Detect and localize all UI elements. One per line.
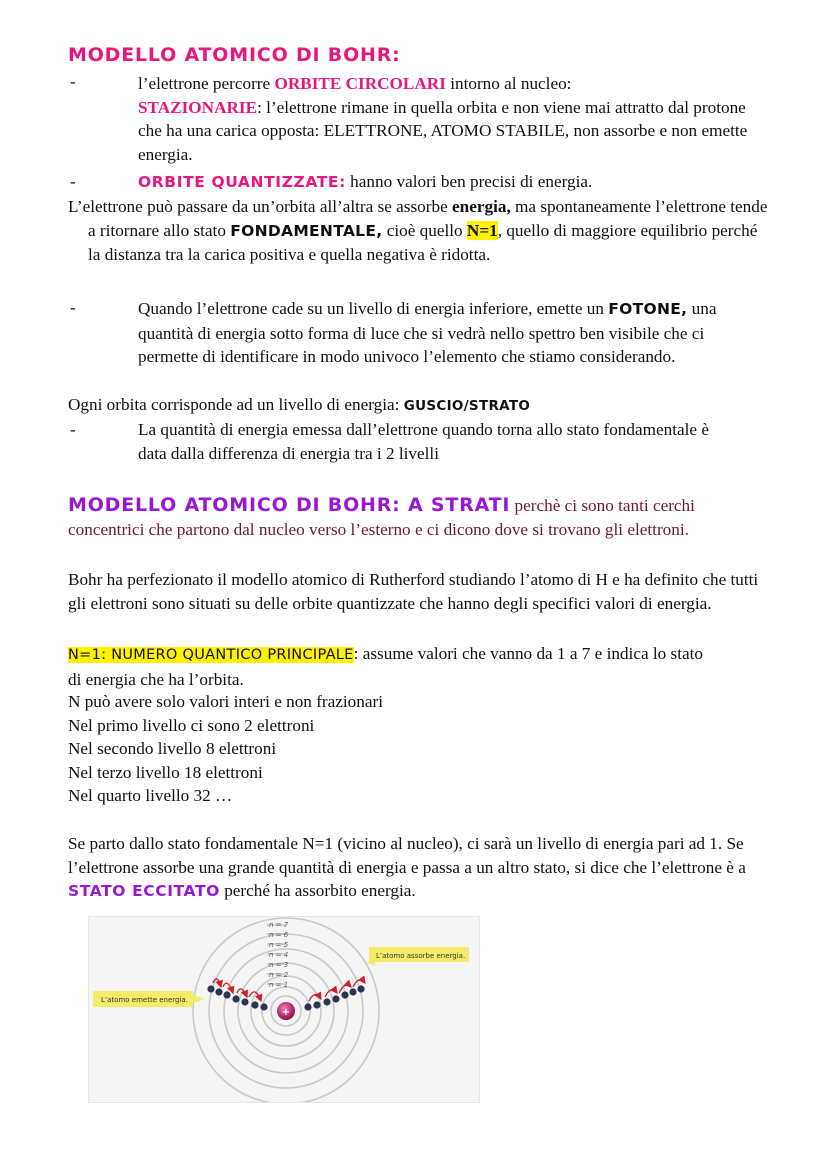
text: perchè ci sono tanti cerchi concentrici che partono dal nucleo verso l’esterno e ci dicono dove si trovano gli elettroni.	[68, 496, 695, 539]
bullet-orbite-quantizzate	[138, 170, 778, 195]
key-energia: energia,	[452, 197, 511, 216]
bohr-diagram	[89, 917, 479, 1102]
levels-list	[68, 690, 668, 808]
bullet-differenza	[138, 418, 738, 465]
text: cioè quello	[382, 220, 467, 240]
section2-title: MODELLO ATOMICO DI BOHR: A STRATI	[68, 494, 511, 516]
key-fotone: FOTONE,	[608, 300, 688, 318]
nucleus-label: +	[281, 1007, 291, 1018]
key-fondamentale: FONDAMENTALE,	[230, 221, 383, 240]
text: La quantità di energia emessa dall’elettrone quando torna allo stato fondamentale è data dalla differenza di energia tra i 2 livelli	[138, 420, 709, 463]
section1-title: MODELLO ATOMICO DI BOHR:	[68, 44, 401, 66]
text: : assume valori che vanno da 1 a 7 e indica lo stato di energia che ha l’orbita.	[68, 644, 704, 689]
text: , quello di maggiore equilibrio perché la distanza tra la carica positiva e quella negativa è ridotta.	[88, 220, 758, 264]
level-label: n = 1	[269, 981, 289, 989]
emit-callout	[93, 991, 205, 1007]
paragraph-rutherford	[68, 568, 768, 615]
key-guscio-strato: GUSCIO/STRATO	[403, 398, 531, 414]
level-label: n = 3	[269, 961, 289, 969]
text: hanno valori ben precisi di energia.	[345, 172, 593, 191]
bullet-fotone	[138, 297, 768, 369]
key-stato-eccitato: STATO ECCITATO	[68, 882, 220, 900]
text: Se parto dallo stato fondamentale N=1 (vicino al nucleo), ci sarà un livello di energia pari ad 1. Se l’elettrone assorbe una grande quantità di energia e passa a un altro stato, si dice che l’elettrone è a	[68, 834, 746, 877]
level-label: n = 7	[269, 921, 289, 929]
text: perché ha assorbito energia.	[219, 881, 416, 900]
key-orbite-quantizzate: ORBITE QUANTIZZATE:	[138, 173, 346, 191]
list-item: Nel quarto livello 32 …	[68, 786, 233, 805]
paragraph-stato-eccitato	[60, 832, 760, 904]
level-label: n = 2	[269, 971, 289, 979]
key-stazionarie: STAZIONARIE	[138, 97, 258, 117]
key-orbite-circolari: ORBITE CIRCOLARI	[274, 74, 446, 93]
list-item: Nel terzo livello 18 elettroni	[68, 762, 263, 782]
bullet-orbite-circolari	[138, 72, 768, 166]
paragraph-numero-quantico	[68, 642, 708, 691]
key-n1: N=1	[466, 220, 498, 240]
level-label: n = 6	[269, 931, 289, 939]
list-item: Nel secondo livello 8 elettroni	[68, 739, 277, 758]
text: Bohr ha perfezionato il modello atomico di Rutherford studiando l’atomo di H e ha definito che tutti gli elettroni sono situati su delle orbite quantizzate che hanno degli specifici valori di energia.	[68, 570, 759, 613]
text: ma spontaneamente l’elettrone tende a ritornare allo stato	[88, 197, 768, 240]
absorb-label: L’atomo assorbe energia.	[376, 952, 466, 960]
key-numero-quantico: N=1: NUMERO QUANTICO PRINCIPALE	[68, 647, 354, 663]
absorb-callout	[365, 947, 469, 966]
level-label: n = 4	[269, 951, 289, 959]
emit-label: L’atomo emette energia.	[101, 996, 188, 1004]
level-label: n = 5	[269, 941, 289, 949]
text: Quando l’elettrone cade su un livello di energia inferiore, emette un	[138, 299, 609, 318]
text: intorno al nucleo:	[445, 74, 572, 93]
text: Ogni orbita corrisponde ad un livello di energia:	[68, 395, 404, 414]
bullet-dash: -	[70, 72, 76, 91]
text: : l’elettrone rimane in quella orbita e non viene mai attratto dal protone che ha una carica opposta: ELETTRONE, ATOMO STABILE, non assorbe e non emette energia.	[138, 97, 748, 164]
paragraph-energia	[68, 195, 768, 267]
list-item: N può avere solo valori interi e non frazionari	[68, 692, 383, 711]
text: una quantità di energia sotto forma di luce che si vedrà nello spettro ben visibile che ci permette di identificare in modo univoco l’elemento che stiamo considerando.	[138, 299, 717, 366]
paragraph-guscio	[68, 393, 768, 419]
text: l’elettrone percorre	[138, 74, 275, 93]
bullet-dash: -	[70, 298, 76, 317]
bullet-dash: -	[70, 420, 76, 439]
section2-intro	[68, 494, 768, 541]
bullet-dash: -	[70, 172, 76, 191]
text: L’elettrone può passare da un’orbita all’altra se assorbe	[68, 197, 453, 216]
list-item: Nel primo livello ci sono 2 elettroni	[68, 715, 315, 735]
bohr-model-figure	[88, 916, 480, 1103]
